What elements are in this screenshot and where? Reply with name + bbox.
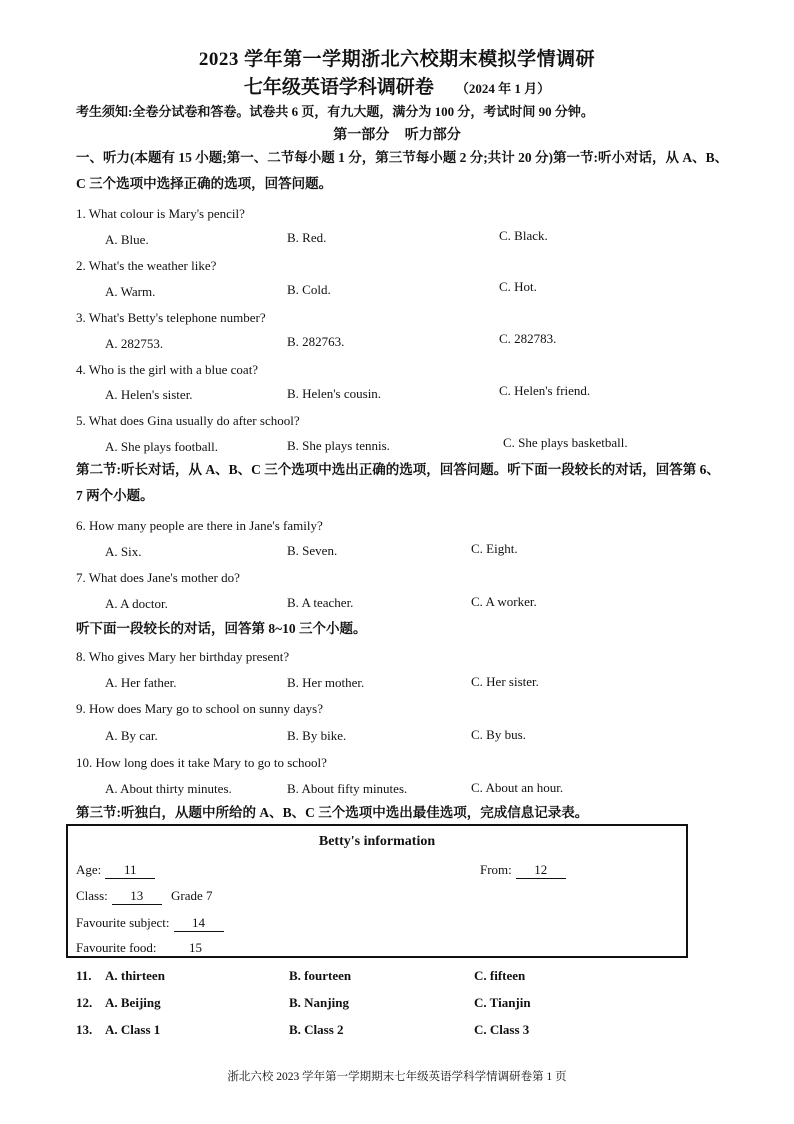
q5-option-a: A. She plays football. <box>105 439 219 454</box>
choice-13-option-c: C. Class 3 <box>474 1022 530 1037</box>
q10-option-b: B. About fifty minutes. <box>287 781 408 796</box>
q3-option-a: A. 282753. <box>105 336 164 351</box>
age-label: Age: <box>76 862 102 877</box>
q10-option-c: C. About an hour. <box>471 780 564 795</box>
q3-option-b: B. 282763. <box>287 334 345 349</box>
section2-intro: 第二节:听长对话，从 A、B、C 三个选项中选出正确的选项，回答问题。听下面一段较长的对话，回答第 6、7 两个小题。 <box>76 462 720 503</box>
subject-label: Favourite subject: <box>76 915 170 930</box>
question-9: 9. How does Mary go to school on sunny days? <box>76 701 323 716</box>
q4-option-b: B. Helen's cousin. <box>287 386 382 401</box>
q7-option-b: B. A teacher. <box>287 595 354 610</box>
choice-13-option-b: B. Class 2 <box>289 1022 344 1037</box>
class-label: Class: <box>76 888 108 903</box>
choice-11-number: 11. <box>76 968 92 983</box>
class-field <box>76 888 213 905</box>
choice-13-number: 13. <box>76 1022 93 1037</box>
q2-option-b: B. Cold. <box>287 282 331 297</box>
question-7: 7. What does Jane's mother do? <box>76 570 240 585</box>
choice-12-option-a: A. Beijing <box>105 995 161 1010</box>
q5-option-b: B. She plays tennis. <box>287 438 390 453</box>
question-10: 10. How long does it take Mary to go to school? <box>76 755 327 770</box>
exam-title: 2023 学年第一学期浙北六校期末模拟学情调研 <box>198 49 596 70</box>
exam-subtitle <box>0 72 794 99</box>
food-label: Favourite food: <box>76 940 157 955</box>
choice-11-option-a: A. thirteen <box>105 968 165 983</box>
page-footer: 浙北六校 2023 学年第一学期期末七年级英语学科学情调研卷第 1 页 <box>227 1071 567 1083</box>
question-2: 2. What's the weather like? <box>76 258 217 273</box>
subject-blank: 14 <box>174 915 224 932</box>
exam-date: （2024 年 1 月） <box>455 81 551 96</box>
q3-option-c: C. 282783. <box>499 331 557 346</box>
age-field <box>76 862 155 879</box>
question-6: 6. How many people are there in Jane's family? <box>76 518 323 533</box>
q9-option-a: A. By car. <box>105 728 158 743</box>
question-8: 8. Who gives Mary her birthday present? <box>76 649 290 664</box>
age-blank: 11 <box>105 862 155 879</box>
q1-option-b: B. Red. <box>287 230 327 245</box>
class-grade: Grade 7 <box>171 888 213 903</box>
choice-12-option-b: B. Nanjing <box>289 995 349 1010</box>
part-name: 听力部分 <box>404 128 461 143</box>
section3-intro: 第三节:听独白，从题中所给的 A、B、C 三个选项中选出最佳选项，完成信息记录表。 <box>76 805 589 820</box>
q5-option-c: C. She plays basketball. <box>503 435 628 450</box>
class-blank: 13 <box>112 888 162 905</box>
part-heading <box>0 124 794 144</box>
q6-option-c: C. Eight. <box>471 541 518 556</box>
food-field <box>76 940 231 957</box>
food-blank: 15 <box>161 940 231 957</box>
q6-option-a: A. Six. <box>105 544 142 559</box>
subject-field <box>76 915 224 932</box>
info-table-title: Betty's information <box>318 834 436 849</box>
q10-option-a: A. About thirty minutes. <box>105 781 232 796</box>
q8-option-a: A. Her father. <box>105 675 177 690</box>
q8-option-b: B. Her mother. <box>287 675 365 690</box>
q2-option-c: C. Hot. <box>499 279 537 294</box>
q2-option-a: A. Warm. <box>105 284 156 299</box>
question-4: 4. Who is the girl with a blue coat? <box>76 362 259 377</box>
choice-13-option-a: A. Class 1 <box>105 1022 161 1037</box>
choice-11-option-c: C. fifteen <box>474 968 526 983</box>
section1-intro: 一、听力(本题有 15 小题;第一、二节每小题 1 分，第三节每小题 2 分;共计 20 分)第一节:听小对话，从 A、B、C 三个选项中选择正确的选项，回答问题。 <box>76 150 729 191</box>
q9-option-b: B. By bike. <box>287 728 347 743</box>
q7-option-a: A. A doctor. <box>105 596 168 611</box>
section2-intro-2: 听下面一段较长的对话，回答第 8~10 三个小题。 <box>76 621 367 636</box>
info-record-table <box>66 824 688 958</box>
from-blank: 12 <box>516 862 566 879</box>
q1-option-a: A. Blue. <box>105 232 149 247</box>
q6-option-b: B. Seven. <box>287 543 338 558</box>
choice-12-number: 12. <box>76 995 93 1010</box>
q9-option-c: C. By bus. <box>471 727 526 742</box>
subject-title: 七年级英语学科调研卷 <box>243 77 434 98</box>
choice-11-option-b: B. fourteen <box>289 968 352 983</box>
choice-12-option-c: C. Tianjin <box>474 995 531 1010</box>
from-label: From: <box>480 862 512 877</box>
question-5: 5. What does Gina usually do after school? <box>76 413 300 428</box>
q1-option-c: C. Black. <box>499 228 548 243</box>
q4-option-c: C. Helen's friend. <box>499 383 591 398</box>
q7-option-c: C. A worker. <box>471 594 537 609</box>
q8-option-c: C. Her sister. <box>471 674 539 689</box>
part-label: 第一部分 <box>333 128 390 143</box>
from-field <box>480 862 566 879</box>
question-3: 3. What's Betty's telephone number? <box>76 310 266 325</box>
question-1: 1. What colour is Mary's pencil? <box>76 206 245 221</box>
exam-notice: 考生须知:全卷分试卷和答卷。试卷共 6 页，有九大题，满分为 100 分，考试时间 90 分钟。 <box>76 104 594 119</box>
q4-option-a: A. Helen's sister. <box>105 387 193 402</box>
